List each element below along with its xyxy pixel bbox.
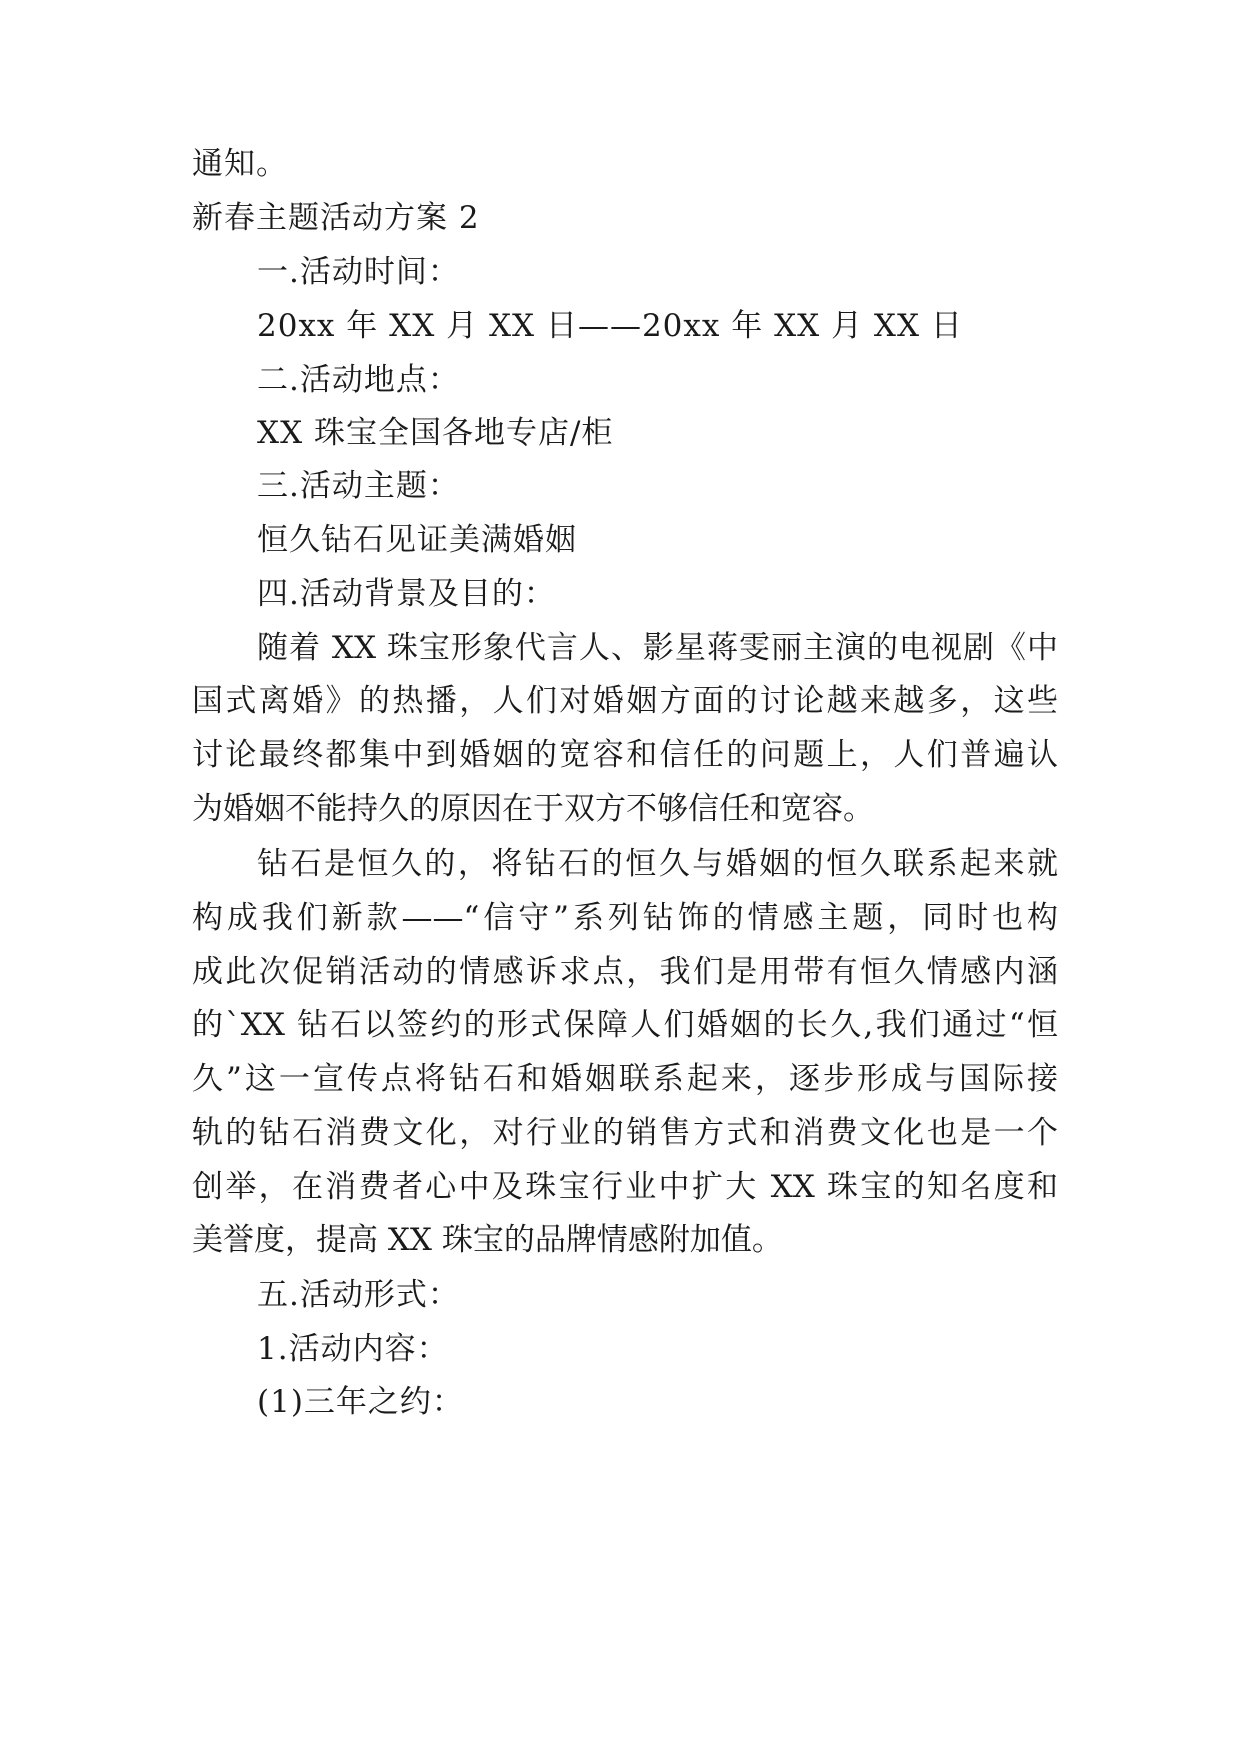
paragraph-line: 的`XX 钻石以签约的形式保障人们婚姻的长久,我们通过“恒 [192,1007,1058,1043]
heading-location: 二.活动地点： [257,362,460,398]
paragraph-line: 讨论最终都集中到婚姻的宽容和信任的问题上，人们普遍认 [192,737,1058,773]
heading-background: 四.活动背景及目的： [257,576,556,612]
paragraph-line: 为婚姻不能持久的原因在于双方不够信任和宽容。 [192,791,874,827]
paragraph-line: 创举，在消费者心中及珠宝行业中扩大 XX 珠宝的知名度和 [192,1169,1058,1205]
paragraph-line: 随着 XX 珠宝形象代言人、影星蒋雯丽主演的电视剧《中 [257,630,1058,666]
heading-format: 五.活动形式： [257,1277,460,1313]
text-line: 通知。 [192,146,288,182]
heading-time: 一.活动时间： [257,254,460,290]
section-title: 新春主题活动方案 2 [192,200,480,236]
subheading-item: (1)三年之约： [257,1384,464,1420]
paragraph-line: 国式离婚》的热播，人们对婚姻方面的讨论越来越多，这些 [192,683,1058,719]
paragraph-line: 构成我们新款——“信守”系列钻饰的情感主题，同时也构 [192,900,1058,936]
heading-theme: 三.活动主题： [257,468,460,504]
text-line: XX 珠宝全国各地专店/柜 [257,415,614,451]
paragraph-line: 钻石是恒久的，将钻石的恒久与婚姻的恒久联系起来就 [257,846,1058,882]
paragraph-line: 美誉度，提高 XX 珠宝的品牌情感附加值。 [192,1222,783,1258]
text-line: 恒久钻石见证美满婚姻 [257,522,577,558]
paragraph-line: 轨的钻石消费文化，对行业的销售方式和消费文化也是一个 [192,1115,1058,1151]
paragraph-line: 成此次促销活动的情感诉求点，我们是用带有恒久情感内涵 [192,954,1058,990]
subheading-content: 1.活动内容： [257,1331,449,1367]
paragraph-line: 久”这一宣传点将钻石和婚姻联系起来，逐步形成与国际接 [192,1061,1058,1097]
text-line: 20xx 年 XX 月 XX 日——20xx 年 XX 月 XX 日 [257,308,963,344]
